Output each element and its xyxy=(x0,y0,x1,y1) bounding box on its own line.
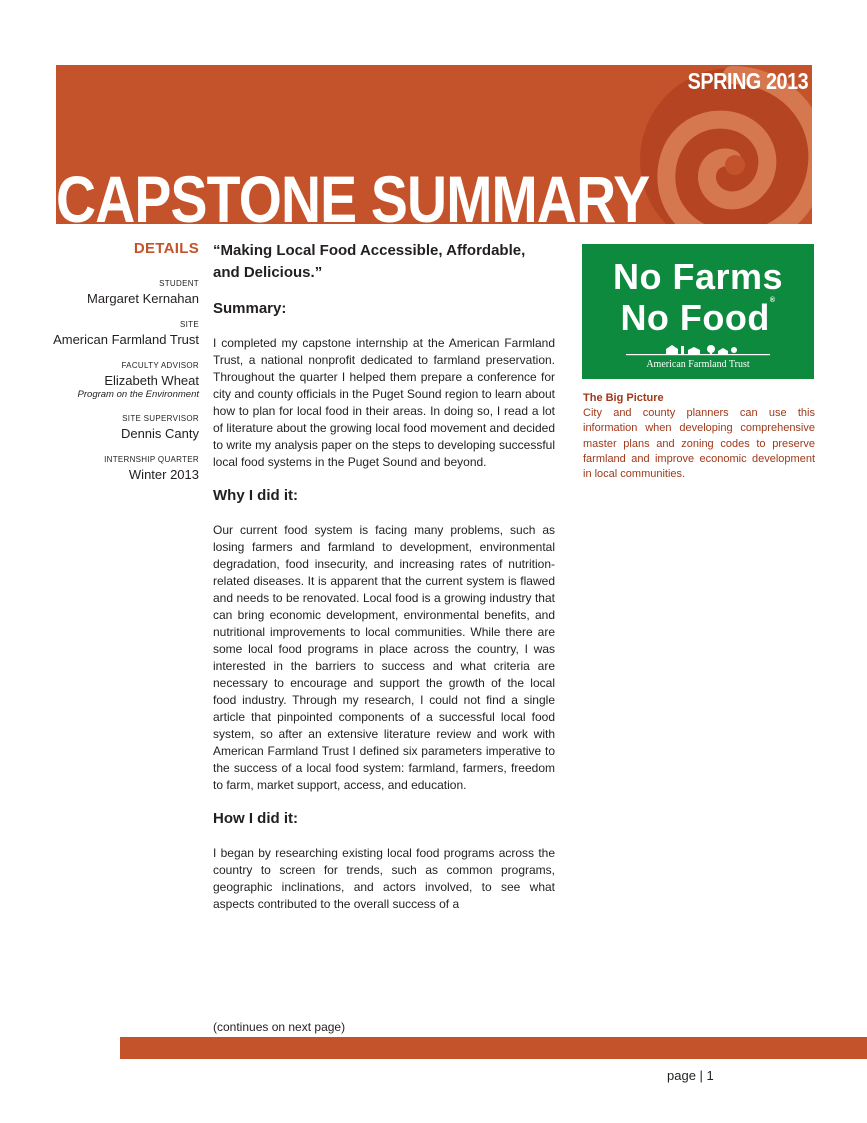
detail-label-internship-quarter: INTERNSHIP QUARTER xyxy=(104,455,199,464)
logo-line-2-text: No Food xyxy=(620,297,770,338)
big-picture-box xyxy=(583,392,815,482)
section-body-why: Our current food system is facing many problems, such as losing farmers and farmland to development, environmental degradation, food insecurity, and increasing rates of nutrition-related diseases. It is apparent that the current system is flawed and needs to be renovated. Local food is a growing industry that can bring economic development, environmental benefits, and nutritional improvements to local communities. While there are some local food programs in place across the country, I was interested in the barriers to success and what criteria are necessary to encourage and support the growth of the local food industry. Through my research, I could not find a single article that pinpointed components of a successful local food system, so after an extensive literature review and work with American Farmland Trust I defined six parameters imperative to the success of a local food system: farmland, farmers, freedom to farm, market support, access, and education. xyxy=(213,523,555,792)
main-content xyxy=(213,240,555,913)
footer-bar xyxy=(120,1037,867,1059)
article-title: “Making Local Food Accessible, Affordable, and Delicious.” xyxy=(213,242,526,281)
detail-value-internship-quarter: Winter 2013 xyxy=(128,467,199,482)
big-picture-heading: The Big Picture xyxy=(583,392,664,404)
details-sidebar xyxy=(40,240,199,482)
page-number: page | 1 xyxy=(667,1068,714,1083)
detail-sub-faculty-advisor: Program on the Environment xyxy=(77,389,199,400)
detail-value-student: Margaret Kernahan xyxy=(86,291,199,306)
detail-label-faculty-advisor: FACULTY ADVISOR xyxy=(121,361,199,370)
detail-label-student: STUDENT xyxy=(159,279,199,288)
section-heading-why: Why I did it: xyxy=(213,487,298,504)
detail-label-site: SITE xyxy=(180,320,199,329)
big-picture-text: City and county planners can use this information when developing comprehensive master plans and zoning codes to preserve farmland and improve economic development in local communities. xyxy=(583,407,815,481)
farm-silhouette-icon xyxy=(626,342,770,356)
registered-mark: ® xyxy=(769,297,776,304)
season-label: SPRING 2013 xyxy=(687,68,808,94)
detail-value-site-supervisor: Dennis Canty xyxy=(120,426,199,441)
section-heading-summary: Summary: xyxy=(213,300,287,317)
section-body-summary: I completed my capstone internship at the American Farmland Trust, a national nonprofit dedicated to farmland preservation. Throughout the quarter I helped them prepare a conference for city and county officials in the Puget Sound region to learn about how to plan for local food in their areas. In doing so, I read a lot of literature about the growing local food movement and decided to write my analysis paper on the steps to developing successful local food systems in the Puget Sound and beyond. xyxy=(213,336,556,469)
detail-label-site-supervisor: SITE SUPERVISOR xyxy=(122,414,199,423)
logo-caption: American Farmland Trust xyxy=(646,359,750,370)
no-farms-no-food-logo xyxy=(582,244,814,379)
detail-value-faculty-advisor: Elizabeth Wheat xyxy=(104,373,199,388)
logo-line-1: No Farms xyxy=(612,256,784,297)
details-heading: DETAILS xyxy=(133,240,199,257)
section-heading-how: How I did it: xyxy=(213,810,298,827)
section-body-how: I began by researching existing local food programs across the country to screen for trends, such as common programs, geographic inclinations, and actors involved, to see what aspects contributed to the overall success of a xyxy=(213,846,555,911)
continues-note: (continues on next page) xyxy=(213,1020,346,1034)
detail-value-site: American Farmland Trust xyxy=(53,332,199,347)
logo-line-2 xyxy=(582,297,814,339)
page-title: CAPSTONE SUMMARY xyxy=(56,162,650,236)
